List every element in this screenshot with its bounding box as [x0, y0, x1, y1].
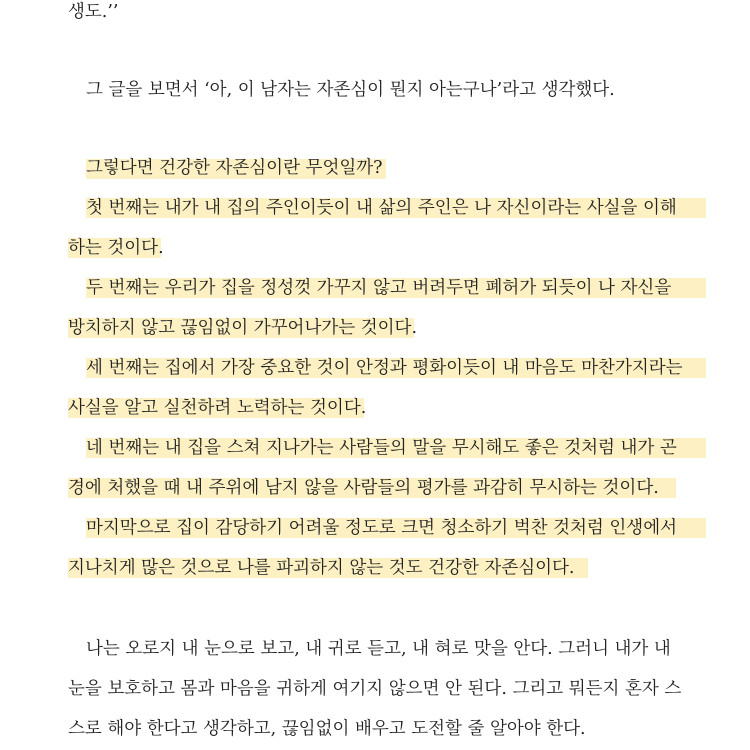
text-line — [86, 637, 671, 661]
line-text: 마지막으로 집이 감당하기 어려울 정도로 크면 청소하기 벅찬 것처럼 인생에서 — [86, 518, 678, 538]
line-text: 눈을 보호하고 몸과 마음을 귀하게 여기지 않으면 안 된다. 그리고 뭐든지 혼자 스 — [68, 679, 682, 699]
line-text: 그렇다면 건강한 자존심이란 무엇일까? — [86, 158, 383, 178]
line-text: 첫 번째는 내가 내 집의 주인이듯이 내 삶의 주인은 나 자신이라는 사실을 이해 — [86, 198, 677, 218]
text-line — [68, 396, 366, 420]
line-text: 나는 오로지 내 눈으로 보고, 내 귀로 듣고, 내 혀로 맛을 안다. 그러니 내가 내 — [86, 639, 671, 659]
line-text: 두 번째는 우리가 집을 정성껏 가꾸지 않고 버려두면 폐허가 되듯이 나 자신을 — [86, 278, 672, 298]
line-text: 방치하지 않고 끊임없이 가꾸어나가는 것이다. — [68, 318, 418, 338]
text-line — [86, 78, 615, 102]
line-text: 그 글을 보면서 ‘아, 이 남자는 자존심이 뭔지 아는구나’라고 생각했다. — [86, 80, 615, 100]
line-text: 생도.’’ — [68, 2, 119, 22]
text-line — [86, 516, 677, 540]
text-line — [86, 196, 677, 220]
text-line — [86, 156, 383, 180]
line-text: 스로 해야 한다고 생각하고, 끊임없이 배우고 도전할 줄 알아야 한다. — [68, 719, 586, 739]
text-line — [68, 677, 681, 701]
text-line — [86, 276, 671, 300]
text-line — [68, 556, 575, 580]
line-text: 네 번째는 내 집을 스쳐 지나가는 사람들의 말을 무시해도 좋은 것처럼 내가 곤 — [86, 438, 677, 458]
line-text: 사실을 알고 실천하려 노력하는 것이다. — [68, 398, 367, 418]
text-line — [68, 316, 417, 340]
text-line — [68, 0, 119, 24]
line-text: 하는 것이다. — [68, 238, 164, 258]
text-line — [68, 476, 659, 500]
text-line — [86, 436, 677, 460]
line-text: 경에 처했을 때 내 주위에 남지 않을 사람들의 평가를 과감히 무시하는 것이다. — [68, 478, 659, 498]
line-text: 세 번째는 집에서 가장 중요한 것이 안정과 평화이듯이 내 마음도 마찬가지라는 — [86, 358, 683, 378]
text-line — [86, 356, 683, 380]
text-line — [68, 236, 164, 260]
line-text: 지나치게 많은 것으로 나를 파괴하지 않는 것도 건강한 자존심이다. — [68, 558, 575, 578]
text-line — [68, 717, 586, 741]
